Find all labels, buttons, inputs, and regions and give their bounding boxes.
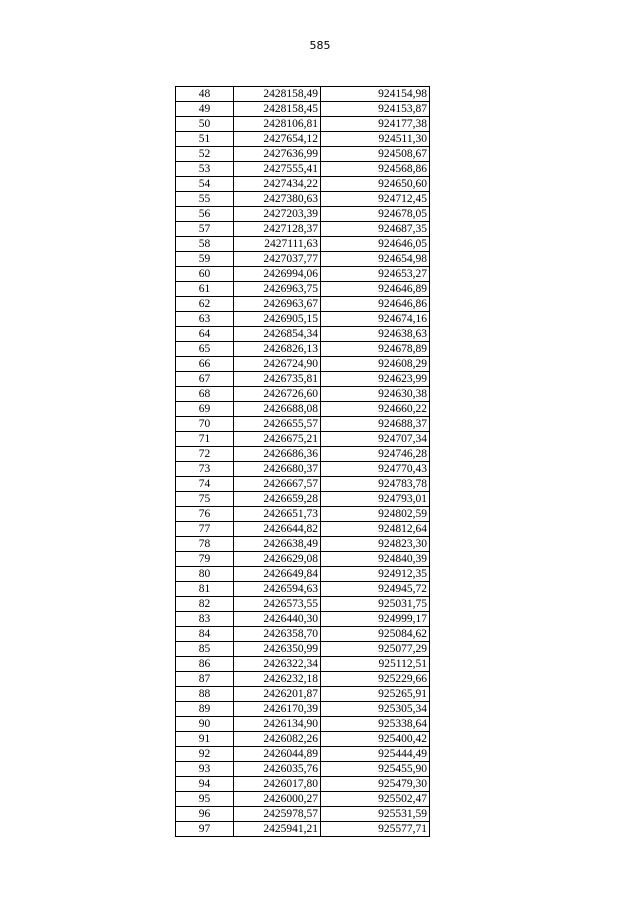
point-number-cell: 85 — [176, 642, 234, 657]
x-coordinate-cell: 2428106,81 — [234, 117, 321, 132]
point-number-cell: 81 — [176, 582, 234, 597]
point-number-cell: 66 — [176, 357, 234, 372]
table-row — [176, 522, 430, 537]
table-row — [176, 732, 430, 747]
coordinates-table-body — [176, 87, 430, 837]
y-coordinate-cell: 924945,72 — [321, 582, 430, 597]
point-number-cell: 89 — [176, 702, 234, 717]
point-number-cell: 75 — [176, 492, 234, 507]
x-coordinate-cell: 2426000,27 — [234, 792, 321, 807]
x-coordinate-cell: 2427111,63 — [234, 237, 321, 252]
x-coordinate-cell: 2426044,89 — [234, 747, 321, 762]
x-coordinate-cell: 2426675,21 — [234, 432, 321, 447]
y-coordinate-cell: 925502,47 — [321, 792, 430, 807]
page-number: 585 — [309, 39, 331, 52]
point-number-cell: 51 — [176, 132, 234, 147]
point-number-cell: 48 — [176, 87, 234, 102]
point-number-cell: 96 — [176, 807, 234, 822]
point-number-cell: 58 — [176, 237, 234, 252]
point-number-cell: 69 — [176, 402, 234, 417]
table-row — [176, 702, 430, 717]
y-coordinate-cell: 924840,39 — [321, 552, 430, 567]
y-coordinate-cell: 924793,01 — [321, 492, 430, 507]
y-coordinate-cell: 924650,60 — [321, 177, 430, 192]
table-row — [176, 672, 430, 687]
table-row — [176, 537, 430, 552]
y-coordinate-cell: 925229,66 — [321, 672, 430, 687]
y-coordinate-cell: 924688,37 — [321, 417, 430, 432]
table-row — [176, 192, 430, 207]
y-coordinate-cell: 925577,71 — [321, 822, 430, 837]
point-number-cell: 64 — [176, 327, 234, 342]
table-row — [176, 327, 430, 342]
y-coordinate-cell: 924912,35 — [321, 567, 430, 582]
y-coordinate-cell: 924712,45 — [321, 192, 430, 207]
y-coordinate-cell: 924674,16 — [321, 312, 430, 327]
x-coordinate-cell: 2426440,30 — [234, 612, 321, 627]
table-row — [176, 312, 430, 327]
y-coordinate-cell: 924154,98 — [321, 87, 430, 102]
table-row — [176, 237, 430, 252]
x-coordinate-cell: 2426322,34 — [234, 657, 321, 672]
x-coordinate-cell: 2428158,49 — [234, 87, 321, 102]
point-number-cell: 83 — [176, 612, 234, 627]
table-row — [176, 117, 430, 132]
x-coordinate-cell: 2426170,39 — [234, 702, 321, 717]
x-coordinate-cell: 2426350,99 — [234, 642, 321, 657]
y-coordinate-cell: 925444,49 — [321, 747, 430, 762]
point-number-cell: 76 — [176, 507, 234, 522]
x-coordinate-cell: 2426573,55 — [234, 597, 321, 612]
table-row — [176, 207, 430, 222]
y-coordinate-cell: 924646,89 — [321, 282, 430, 297]
y-coordinate-cell: 924608,29 — [321, 357, 430, 372]
x-coordinate-cell: 2428158,45 — [234, 102, 321, 117]
y-coordinate-cell: 924511,30 — [321, 132, 430, 147]
table-row — [176, 657, 430, 672]
point-number-cell: 79 — [176, 552, 234, 567]
y-coordinate-cell: 925265,91 — [321, 687, 430, 702]
y-coordinate-cell: 924638,63 — [321, 327, 430, 342]
x-coordinate-cell: 2426594,63 — [234, 582, 321, 597]
table-row — [176, 567, 430, 582]
table-row — [176, 792, 430, 807]
table-row — [176, 252, 430, 267]
y-coordinate-cell: 924630,38 — [321, 387, 430, 402]
x-coordinate-cell: 2426232,18 — [234, 672, 321, 687]
x-coordinate-cell: 2427037,77 — [234, 252, 321, 267]
point-number-cell: 72 — [176, 447, 234, 462]
x-coordinate-cell: 2426688,08 — [234, 402, 321, 417]
y-coordinate-cell: 924770,43 — [321, 462, 430, 477]
table-row — [176, 717, 430, 732]
x-coordinate-cell: 2427380,63 — [234, 192, 321, 207]
x-coordinate-cell: 2426655,57 — [234, 417, 321, 432]
point-number-cell: 54 — [176, 177, 234, 192]
table-row — [176, 582, 430, 597]
y-coordinate-cell: 925084,62 — [321, 627, 430, 642]
table-row — [176, 147, 430, 162]
y-coordinate-cell: 924660,22 — [321, 402, 430, 417]
point-number-cell: 74 — [176, 477, 234, 492]
x-coordinate-cell: 2426035,76 — [234, 762, 321, 777]
table-row — [176, 87, 430, 102]
y-coordinate-cell: 924823,30 — [321, 537, 430, 552]
table-row — [176, 642, 430, 657]
table-row — [176, 822, 430, 837]
point-number-cell: 61 — [176, 282, 234, 297]
point-number-cell: 56 — [176, 207, 234, 222]
point-number-cell: 87 — [176, 672, 234, 687]
y-coordinate-cell: 924568,86 — [321, 162, 430, 177]
table-row — [176, 552, 430, 567]
table-row — [176, 507, 430, 522]
y-coordinate-cell: 924707,34 — [321, 432, 430, 447]
x-coordinate-cell: 2426735,81 — [234, 372, 321, 387]
x-coordinate-cell: 2427555,41 — [234, 162, 321, 177]
y-coordinate-cell: 925112,51 — [321, 657, 430, 672]
table-row — [176, 597, 430, 612]
point-number-cell: 59 — [176, 252, 234, 267]
table-row — [176, 402, 430, 417]
point-number-cell: 53 — [176, 162, 234, 177]
x-coordinate-cell: 2426686,36 — [234, 447, 321, 462]
x-coordinate-cell: 2426134,90 — [234, 717, 321, 732]
table-row — [176, 687, 430, 702]
y-coordinate-cell: 924999,17 — [321, 612, 430, 627]
x-coordinate-cell: 2427434,22 — [234, 177, 321, 192]
point-number-cell: 71 — [176, 432, 234, 447]
table-row — [176, 447, 430, 462]
y-coordinate-cell: 924153,87 — [321, 102, 430, 117]
table-row — [176, 297, 430, 312]
table-row — [176, 807, 430, 822]
table-row — [176, 387, 430, 402]
point-number-cell: 86 — [176, 657, 234, 672]
x-coordinate-cell: 2426826,13 — [234, 342, 321, 357]
point-number-cell: 73 — [176, 462, 234, 477]
x-coordinate-cell: 2426082,26 — [234, 732, 321, 747]
point-number-cell: 67 — [176, 372, 234, 387]
y-coordinate-cell: 925531,59 — [321, 807, 430, 822]
x-coordinate-cell: 2426963,75 — [234, 282, 321, 297]
table-row — [176, 267, 430, 282]
y-coordinate-cell: 924177,38 — [321, 117, 430, 132]
table-row — [176, 372, 430, 387]
y-coordinate-cell: 924653,27 — [321, 267, 430, 282]
table-row — [176, 102, 430, 117]
x-coordinate-cell: 2426963,67 — [234, 297, 321, 312]
y-coordinate-cell: 925338,64 — [321, 717, 430, 732]
point-number-cell: 92 — [176, 747, 234, 762]
table-row — [176, 432, 430, 447]
table-row — [176, 612, 430, 627]
point-number-cell: 97 — [176, 822, 234, 837]
table-row — [176, 627, 430, 642]
point-number-cell: 65 — [176, 342, 234, 357]
y-coordinate-cell: 924678,89 — [321, 342, 430, 357]
table-row — [176, 477, 430, 492]
y-coordinate-cell: 925479,30 — [321, 777, 430, 792]
point-number-cell: 95 — [176, 792, 234, 807]
x-coordinate-cell: 2427636,99 — [234, 147, 321, 162]
table-row — [176, 342, 430, 357]
point-number-cell: 55 — [176, 192, 234, 207]
y-coordinate-cell: 924623,99 — [321, 372, 430, 387]
x-coordinate-cell: 2426994,06 — [234, 267, 321, 282]
table-row — [176, 162, 430, 177]
point-number-cell: 90 — [176, 717, 234, 732]
x-coordinate-cell: 2426629,08 — [234, 552, 321, 567]
point-number-cell: 77 — [176, 522, 234, 537]
x-coordinate-cell: 2426017,80 — [234, 777, 321, 792]
x-coordinate-cell: 2426726,60 — [234, 387, 321, 402]
table-row — [176, 222, 430, 237]
point-number-cell: 50 — [176, 117, 234, 132]
point-number-cell: 93 — [176, 762, 234, 777]
y-coordinate-cell: 924646,86 — [321, 297, 430, 312]
point-number-cell: 70 — [176, 417, 234, 432]
table-row — [176, 777, 430, 792]
y-coordinate-cell: 924783,78 — [321, 477, 430, 492]
y-coordinate-cell: 925031,75 — [321, 597, 430, 612]
table-row — [176, 357, 430, 372]
point-number-cell: 57 — [176, 222, 234, 237]
x-coordinate-cell: 2425978,57 — [234, 807, 321, 822]
table-row — [176, 462, 430, 477]
y-coordinate-cell: 925455,90 — [321, 762, 430, 777]
y-coordinate-cell: 924646,05 — [321, 237, 430, 252]
table-row — [176, 762, 430, 777]
point-number-cell: 49 — [176, 102, 234, 117]
x-coordinate-cell: 2426358,70 — [234, 627, 321, 642]
point-number-cell: 91 — [176, 732, 234, 747]
x-coordinate-cell: 2426680,37 — [234, 462, 321, 477]
x-coordinate-cell: 2427128,37 — [234, 222, 321, 237]
x-coordinate-cell: 2426667,57 — [234, 477, 321, 492]
y-coordinate-cell: 924812,64 — [321, 522, 430, 537]
y-coordinate-cell: 924678,05 — [321, 207, 430, 222]
table-row — [176, 132, 430, 147]
point-number-cell: 94 — [176, 777, 234, 792]
x-coordinate-cell: 2427654,12 — [234, 132, 321, 147]
x-coordinate-cell: 2425941,21 — [234, 822, 321, 837]
y-coordinate-cell: 924654,98 — [321, 252, 430, 267]
x-coordinate-cell: 2426638,49 — [234, 537, 321, 552]
point-number-cell: 63 — [176, 312, 234, 327]
x-coordinate-cell: 2426201,87 — [234, 687, 321, 702]
x-coordinate-cell: 2426649,84 — [234, 567, 321, 582]
point-number-cell: 82 — [176, 597, 234, 612]
x-coordinate-cell: 2427203,39 — [234, 207, 321, 222]
point-number-cell: 62 — [176, 297, 234, 312]
coordinates-table — [175, 86, 430, 837]
x-coordinate-cell: 2426651,73 — [234, 507, 321, 522]
table-row — [176, 282, 430, 297]
x-coordinate-cell: 2426854,34 — [234, 327, 321, 342]
x-coordinate-cell: 2426659,28 — [234, 492, 321, 507]
table-row — [176, 177, 430, 192]
y-coordinate-cell: 924687,35 — [321, 222, 430, 237]
x-coordinate-cell: 2426905,15 — [234, 312, 321, 327]
table-row — [176, 492, 430, 507]
point-number-cell: 68 — [176, 387, 234, 402]
y-coordinate-cell: 925077,29 — [321, 642, 430, 657]
y-coordinate-cell: 925305,34 — [321, 702, 430, 717]
point-number-cell: 60 — [176, 267, 234, 282]
table-row — [176, 747, 430, 762]
point-number-cell: 88 — [176, 687, 234, 702]
y-coordinate-cell: 925400,42 — [321, 732, 430, 747]
table-row — [176, 417, 430, 432]
y-coordinate-cell: 924508,67 — [321, 147, 430, 162]
y-coordinate-cell: 924746,28 — [321, 447, 430, 462]
x-coordinate-cell: 2426644,82 — [234, 522, 321, 537]
point-number-cell: 84 — [176, 627, 234, 642]
x-coordinate-cell: 2426724,90 — [234, 357, 321, 372]
point-number-cell: 52 — [176, 147, 234, 162]
y-coordinate-cell: 924802,59 — [321, 507, 430, 522]
point-number-cell: 78 — [176, 537, 234, 552]
point-number-cell: 80 — [176, 567, 234, 582]
